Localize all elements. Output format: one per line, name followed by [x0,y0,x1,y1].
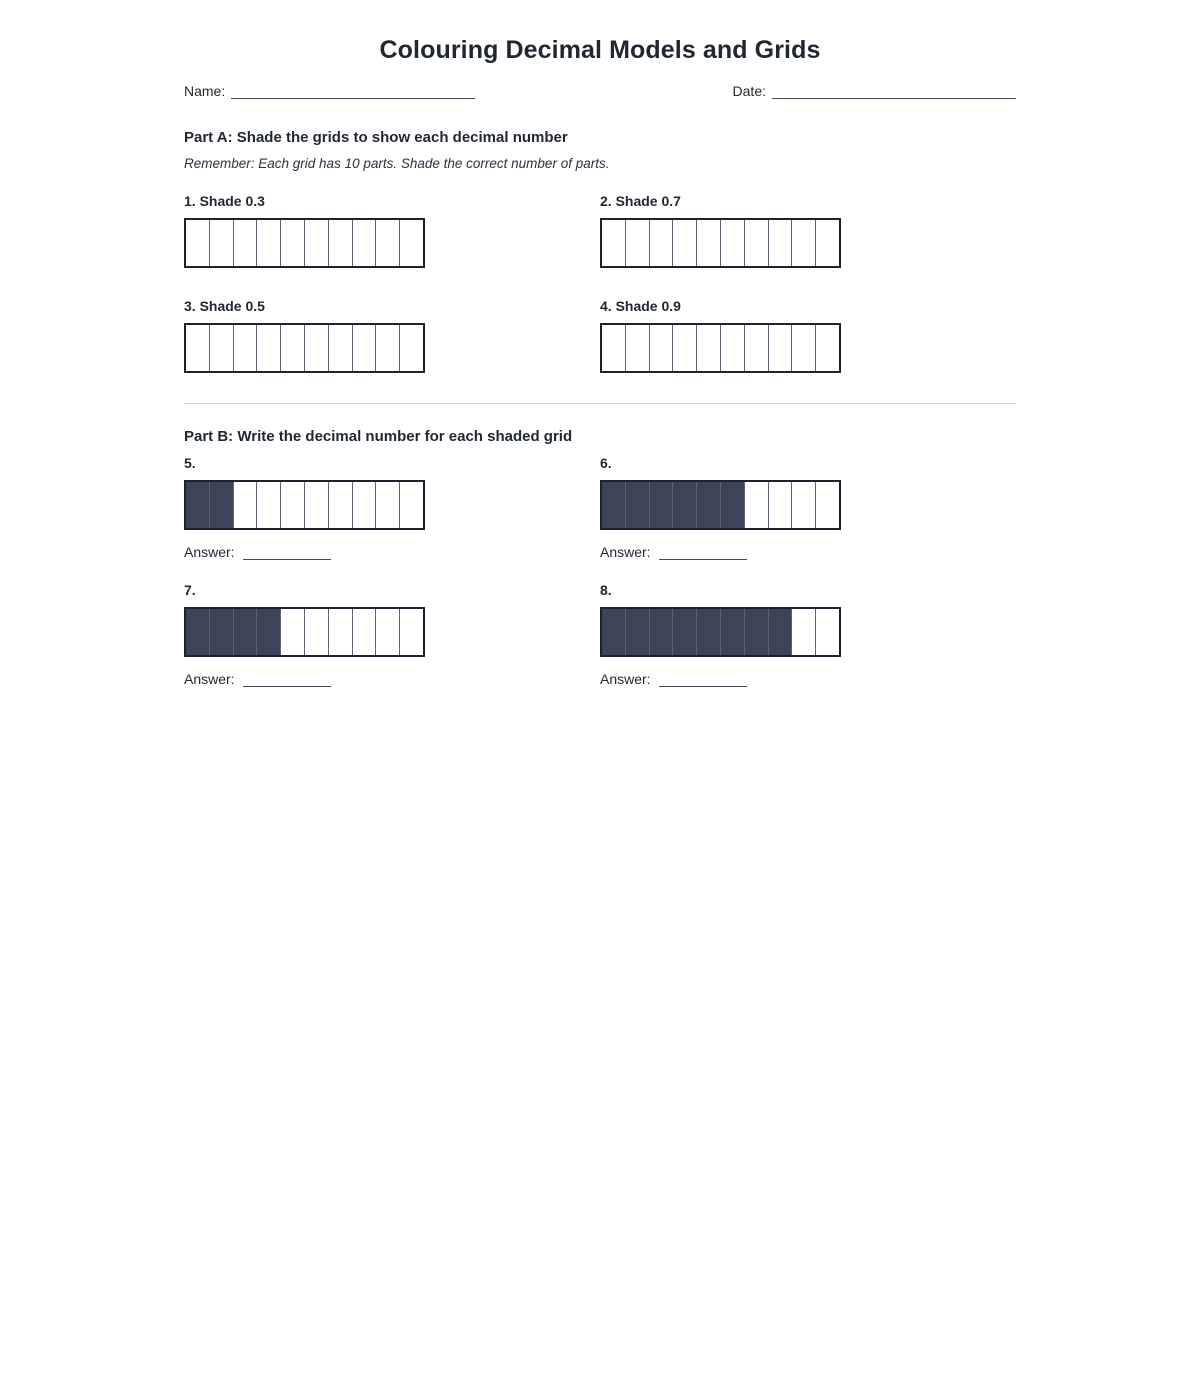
grid-cell-empty[interactable] [673,220,697,266]
answer-7 [184,671,600,687]
grid-cell-empty[interactable] [353,325,377,371]
grid-cell-empty[interactable] [792,325,816,371]
student-meta-row [184,83,1016,99]
grid-cell-shaded[interactable] [769,609,793,655]
answer-6-blank[interactable] [659,546,747,560]
question-4-label: 4. Shade 0.9 [600,298,681,314]
question-1-label: 1. Shade 0.3 [184,193,265,209]
grid-cell-empty[interactable] [721,220,745,266]
grid-cell-empty[interactable] [305,482,329,528]
grid-cell-shaded[interactable] [745,609,769,655]
grid-cell-empty[interactable] [257,482,281,528]
part-a-row-1 [184,193,1016,268]
grid-cell-empty[interactable] [186,325,210,371]
grid-cell-empty[interactable] [281,482,305,528]
question-1 [184,193,600,268]
question-4 [600,298,1016,373]
grid-cell-empty[interactable] [400,220,423,266]
grid-cell-empty[interactable] [816,482,839,528]
grid-cell-empty[interactable] [769,325,793,371]
date-label: Date: [732,83,766,99]
grid-cell-empty[interactable] [745,482,769,528]
answer-7-blank[interactable] [243,673,331,687]
grid-cell-empty[interactable] [792,482,816,528]
name-input-line[interactable] [231,85,475,99]
decimal-grid-6[interactable] [600,480,841,530]
grid-cell-shaded[interactable] [626,609,650,655]
question-8 [600,582,1016,687]
question-3 [184,298,600,373]
grid-cell-shaded[interactable] [673,609,697,655]
part-a-heading: Part A: Shade the grids to show each decimal number [184,129,568,146]
name-field-group [184,83,475,99]
grid-cell-shaded[interactable] [186,609,210,655]
grid-cell-empty[interactable] [281,609,305,655]
grid-cell-empty[interactable] [400,609,423,655]
grid-cell-shaded[interactable] [721,609,745,655]
part-a-note: Remember: Each grid has 10 parts. Shade the correct number of parts. [184,156,610,171]
grid-cell-empty[interactable] [353,482,377,528]
answer-5-label: Answer: [184,544,235,560]
grid-cell-empty[interactable] [305,325,329,371]
grid-cell-empty[interactable] [816,609,839,655]
part-a-row-2 [184,298,1016,373]
grid-cell-empty[interactable] [673,325,697,371]
grid-cell-shaded[interactable] [602,482,626,528]
answer-6-label: Answer: [600,544,651,560]
grid-cell-empty[interactable] [376,220,400,266]
grid-cell-empty[interactable] [745,220,769,266]
question-2-label: 2. Shade 0.7 [600,193,681,209]
part-a-section [184,129,1016,373]
grid-cell-shaded[interactable] [626,482,650,528]
grid-cell-shaded[interactable] [697,609,721,655]
question-7-label: 7. [184,582,196,598]
grid-cell-empty[interactable] [650,325,674,371]
question-5-label: 5. [184,455,196,471]
grid-cell-empty[interactable] [329,482,353,528]
grid-cell-shaded[interactable] [650,609,674,655]
grid-cell-empty[interactable] [281,220,305,266]
grid-cell-shaded[interactable] [210,609,234,655]
grid-cell-shaded[interactable] [650,482,674,528]
question-6 [600,455,1016,560]
answer-5 [184,544,600,560]
grid-cell-empty[interactable] [376,482,400,528]
grid-cell-empty[interactable] [721,325,745,371]
grid-cell-empty[interactable] [602,325,626,371]
grid-cell-shaded[interactable] [602,609,626,655]
grid-cell-empty[interactable] [329,325,353,371]
grid-cell-empty[interactable] [400,325,423,371]
grid-cell-empty[interactable] [234,220,258,266]
grid-cell-empty[interactable] [626,325,650,371]
grid-cell-empty[interactable] [257,220,281,266]
grid-cell-empty[interactable] [353,609,377,655]
grid-cell-shaded[interactable] [234,609,258,655]
grid-cell-empty[interactable] [281,325,305,371]
decimal-grid-8[interactable] [600,607,841,657]
grid-cell-empty[interactable] [650,220,674,266]
grid-cell-empty[interactable] [257,325,281,371]
answer-8-label: Answer: [600,671,651,687]
grid-cell-shaded[interactable] [673,482,697,528]
grid-cell-empty[interactable] [400,482,423,528]
grid-cell-empty[interactable] [376,325,400,371]
decimal-grid-5[interactable] [184,480,425,530]
question-5 [184,455,600,560]
date-field-group [733,83,1016,99]
part-b-row-2 [184,582,1016,709]
grid-cell-shaded[interactable] [186,482,210,528]
grid-cell-empty[interactable] [329,220,353,266]
grid-cell-shaded[interactable] [257,609,281,655]
grid-cell-empty[interactable] [186,220,210,266]
grid-cell-empty[interactable] [210,325,234,371]
grid-cell-empty[interactable] [792,609,816,655]
grid-cell-empty[interactable] [792,220,816,266]
grid-cell-empty[interactable] [769,220,793,266]
grid-cell-empty[interactable] [816,325,839,371]
answer-6 [600,544,1016,560]
part-b-row-1 [184,455,1016,582]
grid-cell-empty[interactable] [234,325,258,371]
grid-cell-empty[interactable] [697,220,721,266]
grid-cell-empty[interactable] [210,220,234,266]
grid-cell-empty[interactable] [353,220,377,266]
answer-8 [600,671,1016,687]
answer-5-blank[interactable] [243,546,331,560]
decimal-grid-2[interactable] [600,218,841,268]
decimal-grid-1[interactable] [184,218,425,268]
grid-cell-empty[interactable] [234,482,258,528]
decimal-grid-7[interactable] [184,607,425,657]
question-2 [600,193,1016,268]
date-input-line[interactable] [772,85,1016,99]
question-8-label: 8. [600,582,612,598]
grid-cell-empty[interactable] [816,220,839,266]
grid-cell-empty[interactable] [697,325,721,371]
grid-cell-empty[interactable] [305,609,329,655]
grid-cell-empty[interactable] [769,482,793,528]
part-b-heading: Part B: Write the decimal number for each shaded grid [184,428,573,445]
decimal-grid-3[interactable] [184,323,425,373]
question-6-label: 6. [600,455,612,471]
grid-cell-empty[interactable] [745,325,769,371]
answer-8-blank[interactable] [659,673,747,687]
grid-cell-empty[interactable] [602,220,626,266]
answer-7-label: Answer: [184,671,235,687]
grid-cell-empty[interactable] [305,220,329,266]
page-title: Colouring Decimal Models and Grids [379,36,821,64]
grid-cell-empty[interactable] [376,609,400,655]
grid-cell-shaded[interactable] [697,482,721,528]
grid-cell-shaded[interactable] [210,482,234,528]
decimal-grid-4[interactable] [600,323,841,373]
grid-cell-empty[interactable] [329,609,353,655]
name-label: Name: [184,83,226,99]
section-divider [184,403,1016,404]
grid-cell-empty[interactable] [626,220,650,266]
grid-cell-shaded[interactable] [721,482,745,528]
part-b-section [184,428,1016,709]
question-7 [184,582,600,687]
question-3-label: 3. Shade 0.5 [184,298,265,314]
